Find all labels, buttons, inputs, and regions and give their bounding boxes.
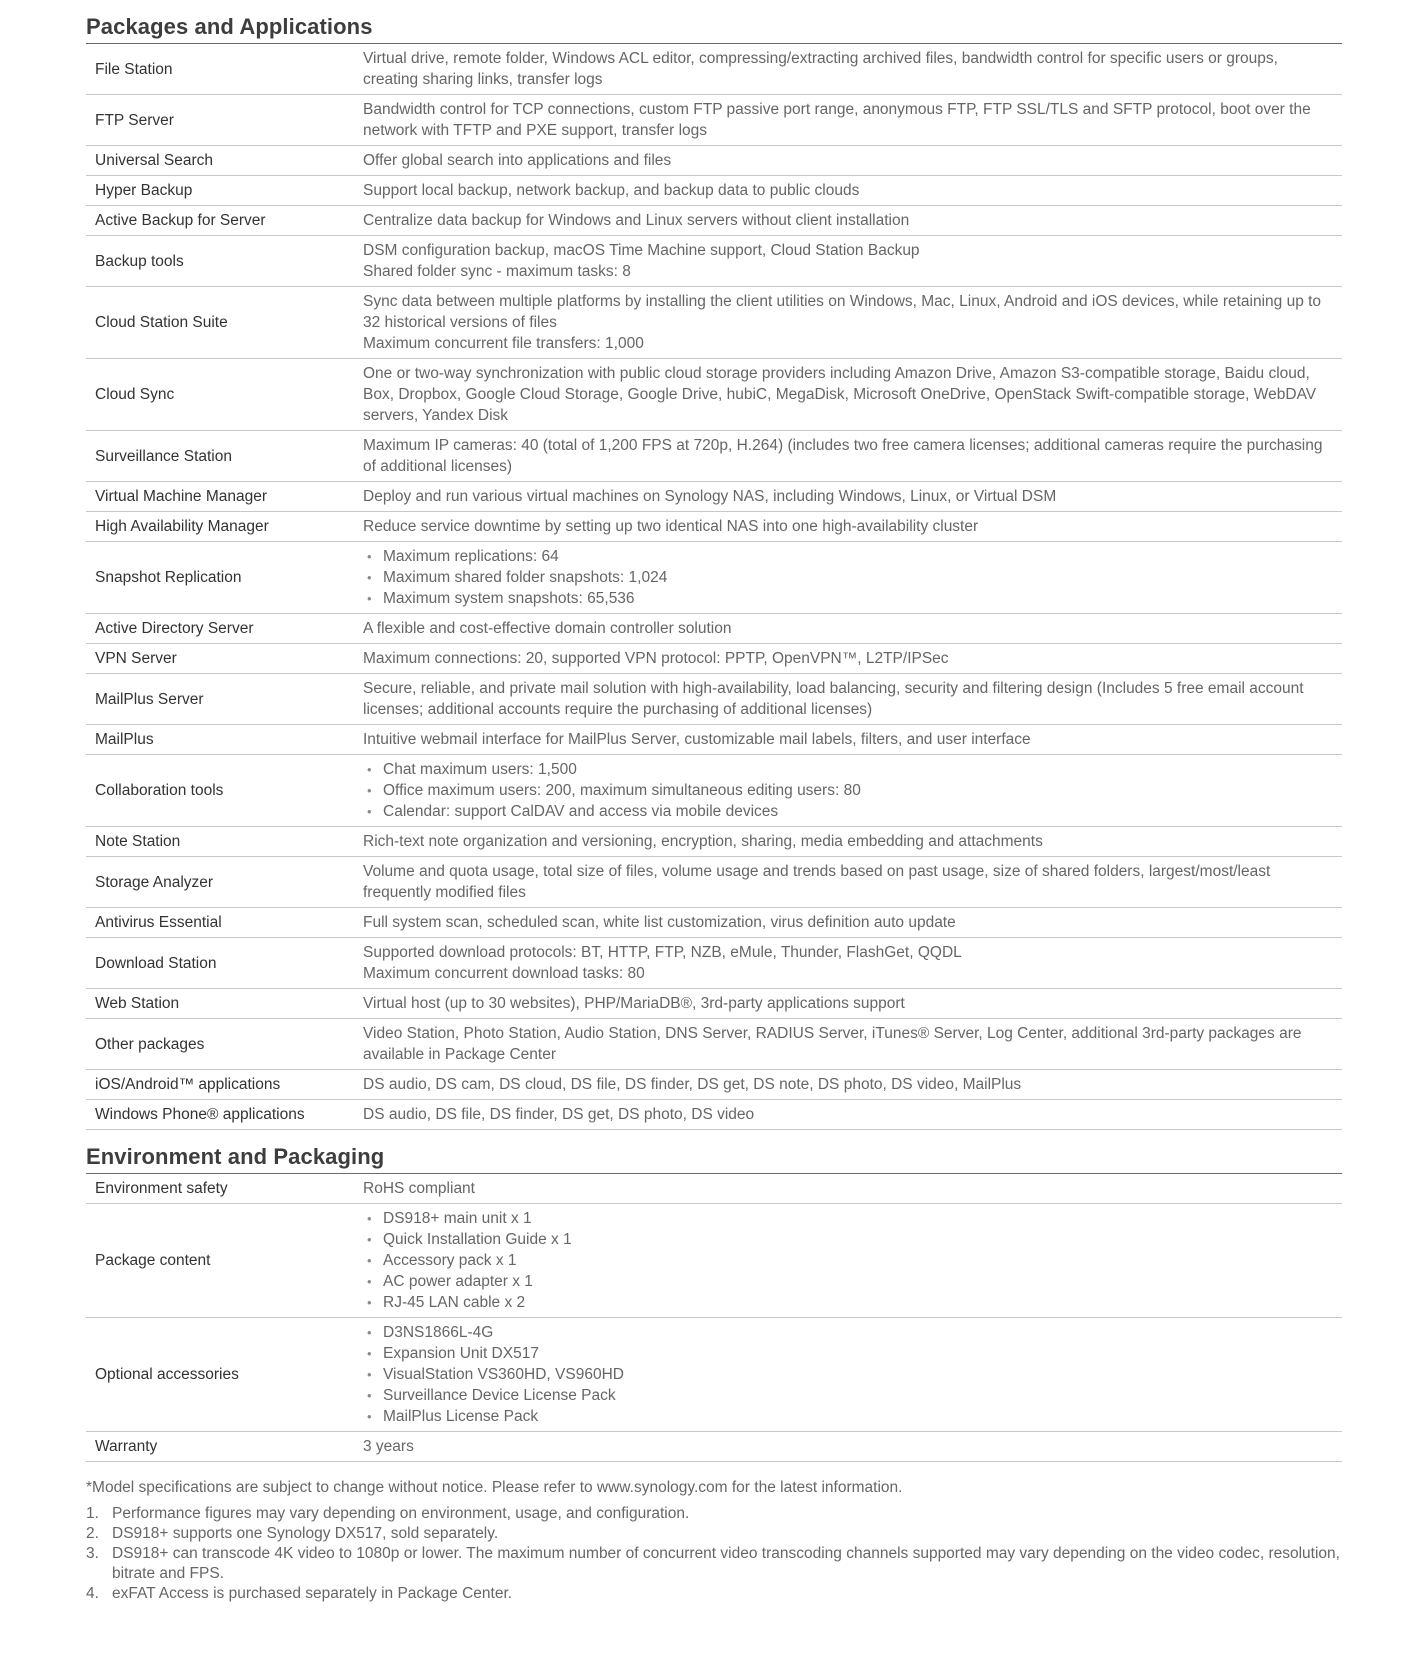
value-line: One or two-way synchronization with public cloud storage providers including Amazon Drive, Amazon S3-compatible storage, Baidu cloud, Box, Dropbox, Google Cloud Storage, Google Drive, hubiC, MegaDisk, Microsoft OneDrive, OpenStack Swift-compatible storage, WebDAV servers, Yandex Disk [363,365,1317,424]
value-line: Support local backup, network backup, and backup data to public clouds [363,182,860,199]
spec-row-collaboration-tools [86,755,1342,827]
bullet-item: • Maximum replications: 64 [363,546,1336,567]
spec-value [363,857,1342,908]
value-line: Secure, reliable, and private mail solution with high-availability, load balancing, security and filtering design (Includes 5 free email account licenses; additional accounts require the purchasing of additional licenses) [363,680,1304,718]
spec-sections [86,12,1342,1462]
spec-value [363,938,1342,989]
spec-value [363,482,1342,512]
spec-label: FTP Server [86,95,363,146]
spec-label: Warranty [86,1432,363,1462]
value-line: Virtual host (up to 30 websites), PHP/MariaDB®, 3rd-party applications support [363,995,905,1012]
spec-row-ftp-server [86,95,1342,146]
spec-label: Package content [86,1204,363,1318]
value-line: DS audio, DS file, DS finder, DS get, DS photo, DS video [363,1106,755,1123]
section-spacer [86,1130,1342,1142]
spec-value [363,725,1342,755]
value-line: RoHS compliant [363,1180,475,1197]
spec-label: Virtual Machine Manager [86,482,363,512]
note-number: 4. [86,1585,99,1602]
spec-row-cloud-sync [86,359,1342,431]
value-line: Offer global search into applications and files [363,152,672,169]
spec-value [363,359,1342,431]
spec-row-ios-android-applications [86,1070,1342,1100]
bullet-item: • AC power adapter x 1 [363,1271,1336,1292]
spec-label: Snapshot Replication [86,542,363,614]
note-text: DS918+ supports one Synology DX517, sold separately. [112,1525,499,1542]
spec-value [363,287,1342,359]
value-line: Volume and quota usage, total size of files, volume usage and trends based on past usage, size of shared folders, largest/most/least frequently modified files [363,863,1271,901]
spec-label: Universal Search [86,146,363,176]
bullet-item: • Surveillance Device License Pack [363,1385,1336,1406]
value-line: 3 years [363,1438,414,1455]
spec-row-file-station [86,44,1342,95]
spec-row-hyper-backup [86,176,1342,206]
value-line: Shared folder sync - maximum tasks: 8 [363,263,631,280]
spec-value [363,1318,1342,1432]
spec-row-active-backup-for-server [86,206,1342,236]
spec-row-antivirus-essential [86,908,1342,938]
spec-label: Cloud Station Suite [86,287,363,359]
spec-label: Web Station [86,989,363,1019]
spec-value [363,431,1342,482]
spec-label: Windows Phone® applications [86,1100,363,1130]
spec-row-mailplus-server [86,674,1342,725]
spec-label: Optional accessories [86,1318,363,1432]
note-number: 2. [86,1525,99,1542]
spec-label: Active Directory Server [86,614,363,644]
bullet-item: • MailPlus License Pack [363,1406,1336,1427]
spec-row-windows-phone-applications [86,1100,1342,1130]
spec-row-web-station [86,989,1342,1019]
value-line: Intuitive webmail interface for MailPlus Server, customizable mail labels, filters, and user interface [363,731,1031,748]
bullet-item: • Maximum system snapshots: 65,536 [363,588,1336,609]
spec-row-download-station [86,938,1342,989]
value-line: Reduce service downtime by setting up two identical NAS into one high-availability cluster [363,518,979,535]
spec-label: iOS/Android™ applications [86,1070,363,1100]
note-number: 3. [86,1545,99,1562]
bullet-item: • Accessory pack x 1 [363,1250,1336,1271]
spec-label: Other packages [86,1019,363,1070]
spec-label: MailPlus [86,725,363,755]
spec-row-package-content [86,1204,1342,1318]
value-line: Supported download protocols: BT, HTTP, FTP, NZB, eMule, Thunder, FlashGet, QQDL [363,944,962,961]
note-item [86,1544,1342,1584]
spec-value [363,1174,1342,1204]
spec-value [363,1019,1342,1070]
numbered-notes [86,1504,1342,1604]
spec-sheet [86,12,1342,1604]
note-text: Performance figures may vary depending on environment, usage, and configuration. [112,1505,690,1522]
spec-label: Antivirus Essential [86,908,363,938]
spec-row-surveillance-station [86,431,1342,482]
note-item [86,1584,1342,1604]
spec-label: Backup tools [86,236,363,287]
spec-row-other-packages [86,1019,1342,1070]
bullet-item: • Quick Installation Guide x 1 [363,1229,1336,1250]
note-item [86,1504,1342,1524]
spec-value [363,614,1342,644]
value-line: Sync data between multiple platforms by installing the client utilities on Windows, Mac, Linux, Android and iOS devices, while retaining up to 32 historical versions of files [363,293,1322,331]
spec-value [363,755,1342,827]
spec-row-backup-tools [86,236,1342,287]
spec-table-packages-and-applications [86,44,1342,1130]
spec-row-vpn-server [86,644,1342,674]
note-text: DS918+ can transcode 4K video to 1080p or lower. The maximum number of concurrent video transcoding channels supported may vary depending on the video codec, resolution, bitrate and FPS. [112,1545,1340,1582]
disclaimer-footnote: *Model specifications are subject to change without notice. Please refer to www.synology.com for the latest information. [86,1479,903,1496]
value-line: Centralize data backup for Windows and Linux servers without client installation [363,212,910,229]
spec-label: Collaboration tools [86,755,363,827]
bullet-item: • RJ-45 LAN cable x 2 [363,1292,1336,1313]
spec-value [363,1100,1342,1130]
spec-label: VPN Server [86,644,363,674]
spec-table-environment-and-packaging [86,1174,1342,1462]
value-line: Maximum concurrent file transfers: 1,000 [363,335,644,352]
spec-label: Environment safety [86,1174,363,1204]
value-line: Deploy and run various virtual machines on Synology NAS, including Windows, Linux, or Virtual DSM [363,488,1057,505]
spec-label: File Station [86,44,363,95]
spec-row-cloud-station-suite [86,287,1342,359]
spec-row-universal-search [86,146,1342,176]
spec-label: MailPlus Server [86,674,363,725]
bullet-item: • DS918+ main unit x 1 [363,1208,1336,1229]
spec-row-active-directory-server [86,614,1342,644]
value-line: Maximum concurrent download tasks: 80 [363,965,645,982]
spec-value [363,542,1342,614]
spec-label: Storage Analyzer [86,857,363,908]
spec-value [363,1204,1342,1318]
spec-value [363,644,1342,674]
spec-value [363,206,1342,236]
value-line: Bandwidth control for TCP connections, custom FTP passive port range, anonymous FTP, FTP SSL/TLS and SFTP protocol, boot over the network with TFTP and PXE support, transfer logs [363,101,1311,139]
spec-row-virtual-machine-manager [86,482,1342,512]
spec-row-environment-safety [86,1174,1342,1204]
spec-row-mailplus [86,725,1342,755]
spec-value [363,1070,1342,1100]
spec-value [363,989,1342,1019]
section-title-environment-and-packaging: Environment and Packaging [86,1142,1342,1174]
spec-label: High Availability Manager [86,512,363,542]
spec-value [363,95,1342,146]
bullet-list [363,759,1336,822]
spec-value [363,512,1342,542]
value-line: Maximum connections: 20, supported VPN protocol: PPTP, OpenVPN™, L2TP/IPSec [363,650,949,667]
value-line: Full system scan, scheduled scan, white list customization, virus definition auto update [363,914,956,931]
spec-value [363,236,1342,287]
spec-label: Download Station [86,938,363,989]
bullet-list [363,546,1336,609]
note-number: 1. [86,1505,99,1522]
spec-label: Active Backup for Server [86,206,363,236]
spec-value [363,176,1342,206]
value-line: Maximum IP cameras: 40 (total of 1,200 FPS at 720p, H.264) (includes two free camera licenses; additional cameras require the purchasing of additional licenses) [363,437,1323,475]
note-item [86,1524,1342,1544]
spec-label: Cloud Sync [86,359,363,431]
spec-row-warranty [86,1432,1342,1462]
value-line: A flexible and cost-effective domain controller solution [363,620,732,637]
spec-value [363,44,1342,95]
spec-value [363,146,1342,176]
bullet-item: • VisualStation VS360HD, VS960HD [363,1364,1336,1385]
bullet-item: • Office maximum users: 200, maximum simultaneous editing users: 80 [363,780,1336,801]
bullet-item: • Calendar: support CalDAV and access via mobile devices [363,801,1336,822]
spec-label: Note Station [86,827,363,857]
spec-row-note-station [86,827,1342,857]
value-line: Video Station, Photo Station, Audio Station, DNS Server, RADIUS Server, iTunes® Server, Log Center, additional 3rd-party packages are available in Package Center [363,1025,1302,1063]
value-line: DSM configuration backup, macOS Time Machine support, Cloud Station Backup [363,242,920,259]
spec-label: Surveillance Station [86,431,363,482]
spec-label: Hyper Backup [86,176,363,206]
bullet-list [363,1208,1336,1313]
bullet-list [363,1322,1336,1427]
bullet-item: • Maximum shared folder snapshots: 1,024 [363,567,1336,588]
value-line: Rich-text note organization and versioning, encryption, sharing, media embedding and attachments [363,833,1043,850]
bullet-item: • Chat maximum users: 1,500 [363,759,1336,780]
spec-row-optional-accessories [86,1318,1342,1432]
spec-value [363,827,1342,857]
value-line: DS audio, DS cam, DS cloud, DS file, DS finder, DS get, DS note, DS photo, DS video, MailPlus [363,1076,1022,1093]
spec-row-storage-analyzer [86,857,1342,908]
spec-value [363,908,1342,938]
note-text: exFAT Access is purchased separately in Package Center. [112,1585,513,1602]
bullet-item: • Expansion Unit DX517 [363,1343,1336,1364]
bullet-item: • D3NS1866L-4G [363,1322,1336,1343]
section-title-packages-and-applications: Packages and Applications [86,12,1342,44]
spec-value [363,674,1342,725]
spec-row-high-availability-manager [86,512,1342,542]
spec-row-snapshot-replication [86,542,1342,614]
value-line: Virtual drive, remote folder, Windows ACL editor, compressing/extracting archived files, bandwidth control for specific users or groups, creating sharing links, transfer logs [363,50,1278,88]
spec-value [363,1432,1342,1462]
